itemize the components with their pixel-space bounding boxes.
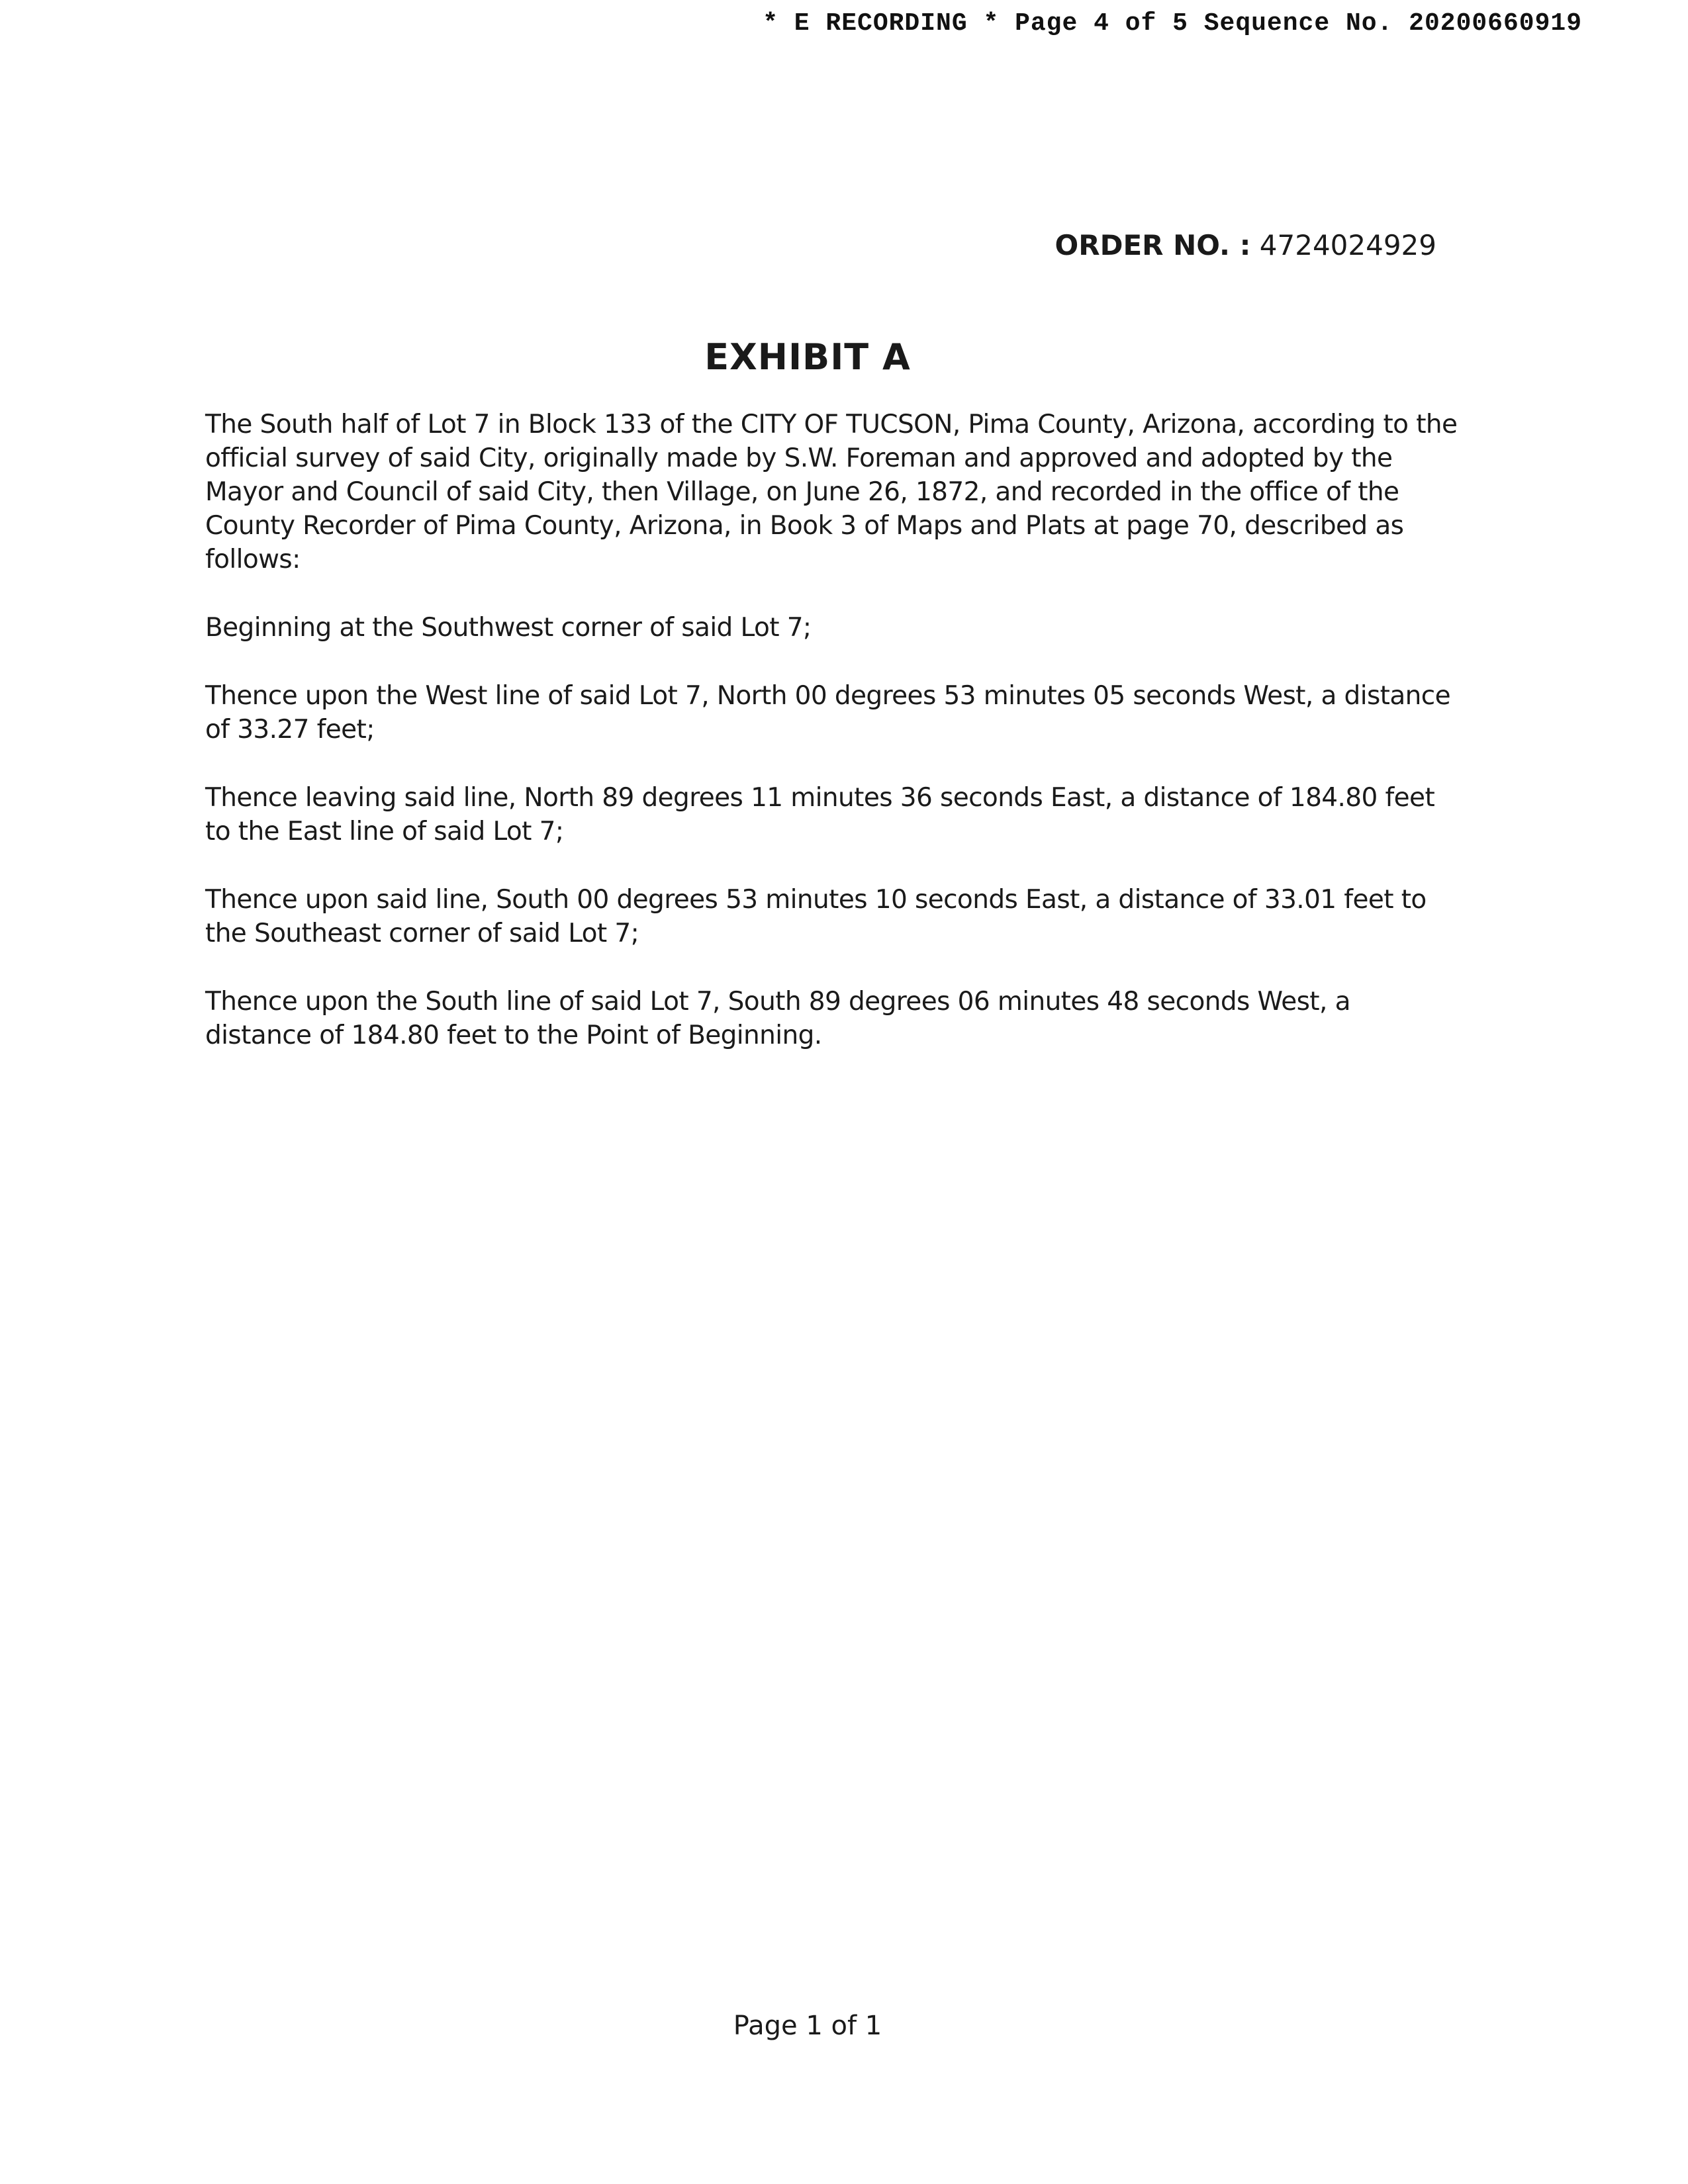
paragraph-course-2: Thence leaving said line, North 89 degrees 11 minutes 36 seconds East, a distance of 184.80 feet to the East line of said Lot 7;: [205, 783, 1435, 846]
order-number-value: 4724024929: [1259, 229, 1436, 261]
paragraph-lot-description: The South half of Lot 7 in Block 133 of the CITY OF TUCSON, Pima County, Arizona, according to the official survey of said City, originally made by S.W. Foreman and approved and adopted by the Mayor and Council of said City, then Village, on June 26, 1872, and recorded in the office of the County Recorder of Pima County, Arizona, in Book 3 of Maps and Plats at page 70, described as follows:: [205, 410, 1458, 574]
recording-header: * E RECORDING * Page 4 of 5 Sequence No. 20200660919: [763, 9, 1582, 38]
paragraph-beginning: Beginning at the Southwest corner of said Lot 7;: [205, 613, 812, 643]
order-number-label: ORDER NO. :: [1055, 229, 1251, 261]
paragraph-course-4: Thence upon the South line of said Lot 7, South 89 degrees 06 minutes 48 seconds West, a distance of 184.80 feet to the Point of Beginning.: [205, 987, 1350, 1050]
paragraph-course-3: Thence upon said line, South 00 degrees 53 minutes 10 seconds East, a distance of 33.01 feet to the Southeast corner of said Lot 7;: [205, 885, 1427, 948]
order-number-line: [1055, 229, 1436, 261]
paragraph-course-1: Thence upon the West line of said Lot 7, North 00 degrees 53 minutes 05 seconds West, a distance of 33.27 feet;: [205, 681, 1451, 745]
legal-description: [205, 408, 1463, 1087]
page-footer: Page 1 of 1: [733, 2011, 882, 2041]
exhibit-title: EXHIBIT A: [704, 336, 911, 378]
